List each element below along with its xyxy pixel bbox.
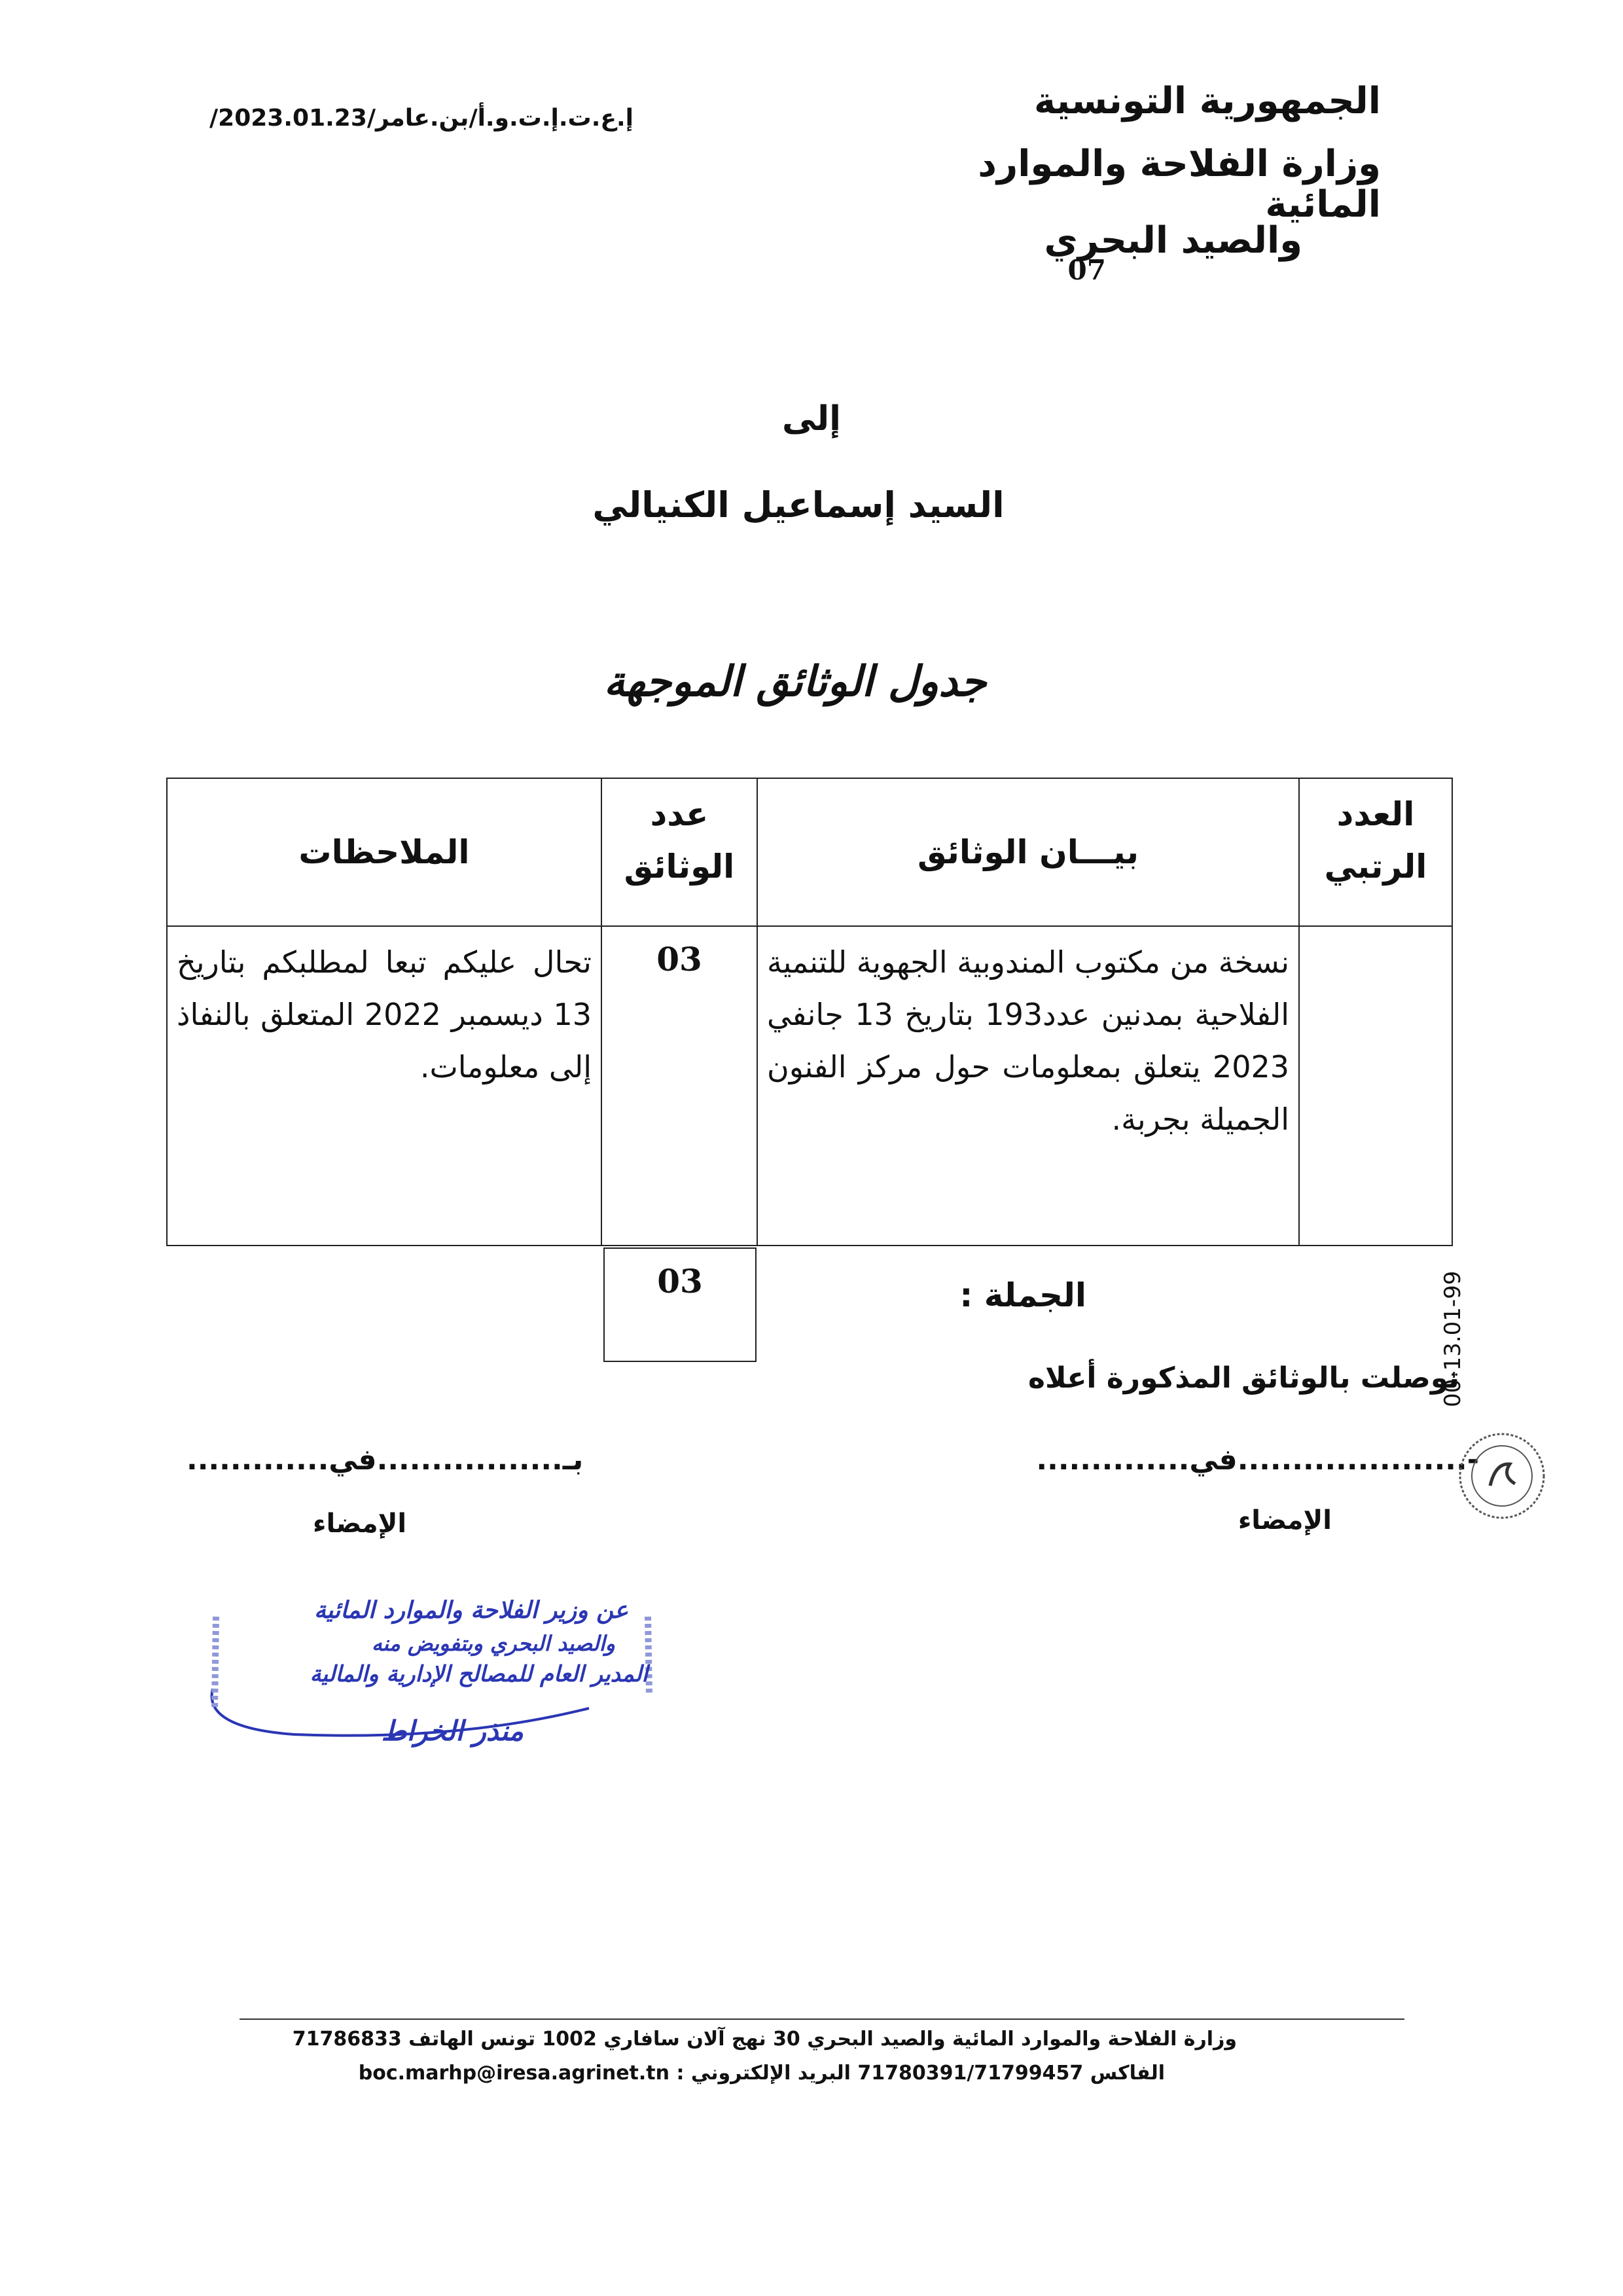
cell-description: نسخة من مكتوب المندوبية الجهوية للتنمية الفلاحية بمدنين عدد193 بتاريخ 13 جانفي 2023 يتعلق بمعلومات حول مركز الفنون الجميلة بجربة. [757, 926, 1299, 1246]
stamp-line1: عن وزير الفلاحة والموارد المائية [313, 1597, 628, 1624]
official-stamp [196, 1584, 668, 1780]
header-count: عدد الوثائق [601, 778, 757, 926]
receipt-date-line-right: -.....................في.............. [1036, 1443, 1479, 1477]
republic-name: الجمهورية التونسية [1034, 80, 1381, 122]
total-value: 03 [603, 1247, 757, 1362]
receipt-text: توصلت بالوثائق المذكورة أعلاه [1027, 1361, 1459, 1395]
footer-contact: الفاكس 71780391/71799457 البريد الإلكتروني : boc.marhp@iresa.agrinet.tn [358, 2062, 1165, 2085]
stamp-signature-name: منذر الخراط [381, 1715, 524, 1747]
cell-serial [1299, 926, 1452, 1246]
documents-table [166, 778, 1453, 1246]
table-header-row [167, 778, 1452, 926]
cell-notes: تحال عليكم تبعا لمطلبكم بتاريخ 13 ديسمبر 2022 المتعلق بالنفاذ إلى معلومات. [167, 926, 601, 1246]
ministry-header [883, 79, 1381, 284]
signature-label-left: الإمضاء [313, 1509, 407, 1539]
addressee-name: السيد إسماعيل الكنيالي [592, 484, 1005, 526]
total-label: الجملة : [959, 1276, 1086, 1314]
footer-divider [240, 2018, 1404, 2020]
stamp-line3: المدير العام للمصالح الإدارية والمالية [310, 1661, 648, 1687]
signature-label-right: الإمضاء [1238, 1505, 1332, 1535]
reference-number: إ.ع.ت.إ.ت.و.أ/بن.عامر/2023.01.23/ [209, 105, 633, 132]
cell-count: 03 [601, 926, 757, 1246]
header-description: بيـــان الوثائق [757, 778, 1299, 926]
to-label: إلى [782, 399, 841, 439]
header-notes: الملاحظات [167, 778, 601, 926]
header-number: 07 [1067, 254, 1106, 286]
table-row [167, 926, 1452, 1246]
document-title: جدول الوثائق الموجهة [603, 658, 987, 706]
ministry-name-line1: وزارة الفلاحة والموارد المائية [978, 143, 1381, 226]
ministry-name-line2: والصيد البحري [1044, 219, 1302, 262]
header-serial: العدد الرتبي [1299, 778, 1452, 926]
vertical-code: 00-13.01-99 [1440, 1270, 1466, 1407]
round-office-stamp-icon [1456, 1430, 1548, 1524]
stamp-line2: والصيد البحري وبتفويض منه [371, 1631, 615, 1656]
receipt-date-line-left: بـ.................في............. [187, 1443, 584, 1477]
footer-address: وزارة الفلاحة والموارد المائية والصيد البحري 30 نهج آلان سافاري 1002 تونس الهاتف 71786833 [292, 2028, 1237, 2051]
